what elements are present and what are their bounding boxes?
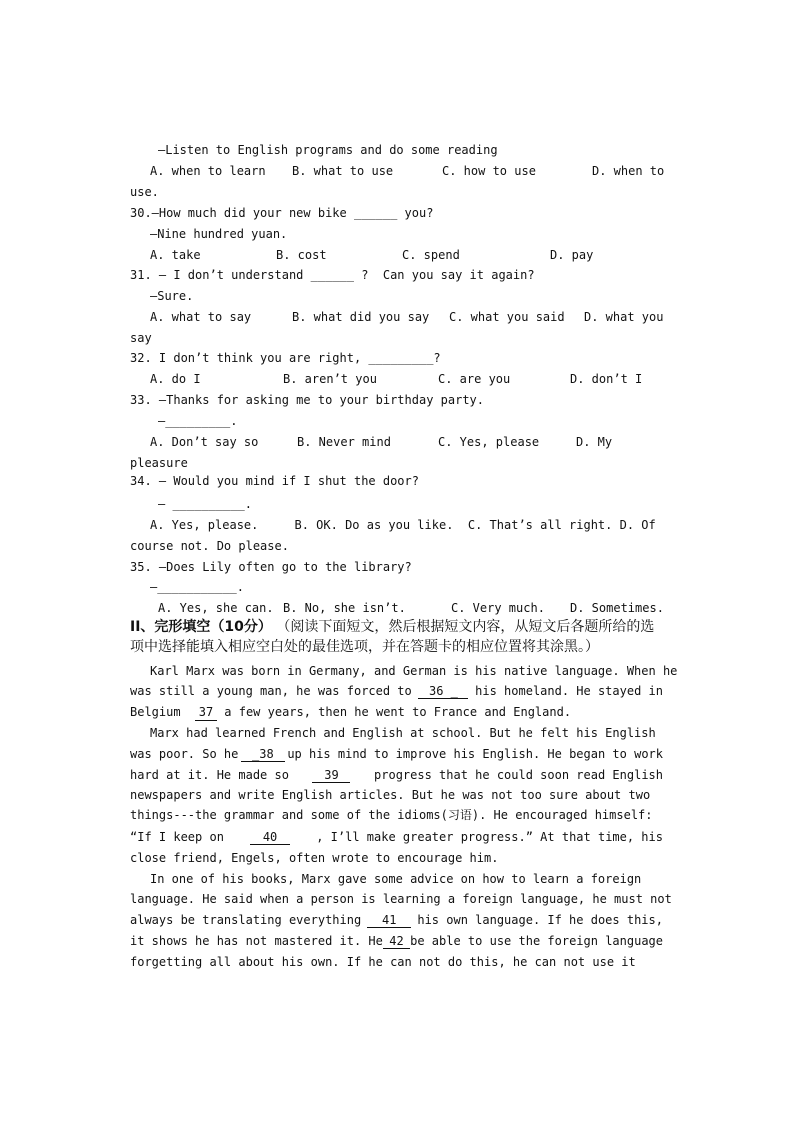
q31-option-a: A. what to say [150, 310, 252, 324]
passage-p3-line-1: In one of his books, Marx gave some advice on how to learn a foreign [150, 872, 642, 886]
passage-p2-line-5 [130, 807, 663, 823]
passage-text: a few years, then he went to France and England. [224, 705, 572, 719]
passage-text: always be translating everything [130, 913, 362, 927]
q32-option-b: B. aren’t you [283, 372, 377, 386]
q35-answer: —___________. [150, 580, 244, 594]
passage-text: “If I keep on [130, 830, 224, 844]
q31-option-d-wrap: say [130, 331, 152, 345]
q31-question: 31. — I don’t understand ______ ? Can you say it again? [130, 268, 535, 282]
q30-option-a: A. take [150, 248, 201, 262]
q30-answer: —Nine hundred yuan. [150, 227, 288, 241]
q31-option-d: D. what you [584, 310, 664, 324]
passage-p2-line-1: Marx had learned French and English at school. But he felt his English [150, 726, 656, 740]
passage-p1-line-3 [130, 704, 571, 720]
blank-42: 42 [383, 933, 410, 949]
q33-question: 33. —Thanks for asking me to your birthday party. [130, 393, 485, 407]
q30-option-d: D. pay [550, 248, 594, 262]
passage-text: things---the grammar and some of the idioms(习语). He encouraged himself: [130, 808, 653, 822]
passage-text: newspapers and write English articles. But he was not too sure about two [130, 788, 651, 802]
blank-37: 37 [195, 704, 217, 721]
q29-option-b: B. what to use [292, 164, 394, 178]
blank-41: 41 [367, 912, 411, 928]
blank-36: 36 _ [418, 683, 468, 699]
q31-option-b: B. what did you say [292, 310, 430, 324]
passage-text: his own language. If he does this, [417, 913, 663, 927]
passage-p2-line-3 [130, 767, 663, 783]
passage-p2-line-4 [130, 787, 663, 803]
q34-answer: — __________. [158, 497, 252, 511]
q35-option-b: B. No, she isn’t. [283, 601, 406, 615]
q33-option-d-wrap: pleasure [130, 456, 188, 470]
passage-p3-line-4 [130, 933, 663, 949]
q34-options-wrap: course not. Do please. [130, 539, 289, 553]
blank-38: _38 [241, 746, 285, 762]
q34-question: 34. — Would you mind if I shut the door? [130, 474, 419, 488]
blank-40: 40 [250, 829, 290, 845]
q29-option-d: D. when to [592, 164, 665, 178]
q32-option-a: A. do I [150, 372, 201, 386]
passage-p3-line-2 [130, 891, 672, 907]
q34-options: A. Yes, please. B. OK. Do as you like. C. That’s all right. D. Of [150, 518, 656, 532]
passage-p1-line-2 [130, 683, 663, 699]
q33-option-d: D. My [576, 435, 613, 449]
q30-option-b: B. cost [276, 248, 327, 262]
passage-p2-line-7: close friend, Engels, often wrote to encourage him. [130, 851, 499, 865]
q29-option-a: A. when to learn [150, 164, 266, 178]
q30-option-c: C. spend [402, 248, 460, 262]
passage-text: it shows he has not mastered it. He [130, 934, 383, 948]
q29-option-d-wrap: use. [130, 185, 159, 199]
q33-option-c: C. Yes, please [438, 435, 540, 449]
q31-answer: —Sure. [150, 289, 194, 303]
section-2-title: II、完形填空（10分） [130, 619, 272, 635]
section-2-instruction-1: （阅读下面短文，然后根据短文内容，从短文后各题所给的选 [276, 619, 655, 635]
passage-text: , I’ll make greater progress.” At that time, his [316, 830, 663, 844]
passage-text: Belgium [130, 705, 181, 719]
q31-option-c: C. what you said [449, 310, 565, 324]
q30-question: 30.—How much did your new bike ______ you? [130, 206, 434, 220]
q32-option-c: C. are you [438, 372, 511, 386]
q29-option-c: C. how to use [442, 164, 536, 178]
passage-p2-line-2 [130, 746, 663, 762]
q35-option-c: C. Very much. [451, 601, 545, 615]
blank-39: 39 [312, 767, 350, 783]
passage-p2-line-6 [130, 829, 663, 845]
passage-text: was still a young man, he was forced to [130, 684, 412, 698]
q33-option-a: A. Don’t say so [150, 435, 259, 449]
passage-text: hard at it. He made so [130, 768, 289, 782]
q32-option-d: D. don’t I [570, 372, 643, 386]
passage-p3-line-5 [130, 954, 663, 970]
passage-text: forgetting all about his own. If he can not do this, he can not use it [130, 955, 636, 969]
q33-answer: —_________. [158, 414, 238, 428]
passage-text: be able to use the foreign language [410, 934, 663, 948]
passage-text: language. He said when a person is learning a foreign language, he must not [130, 892, 672, 906]
q32-question: 32. I don’t think you are right, _________? [130, 351, 441, 365]
passage-text: was poor. So he [130, 747, 239, 761]
q29-answer: —Listen to English programs and do some reading [158, 143, 498, 157]
section-2-heading [130, 618, 654, 636]
q33-option-b: B. Never mind [297, 435, 391, 449]
q35-question: 35. —Does Lily often go to the library? [130, 560, 412, 574]
passage-text: up his mind to improve his English. He began to work [287, 747, 663, 761]
passage-text: his homeland. He stayed in [475, 684, 663, 698]
section-2-instruction-2: 项中选择能填入相应空白处的最佳选项，并在答题卡的相应位置将其涂黑。） [130, 639, 599, 655]
q35-option-d: D. Sometimes. [570, 601, 664, 615]
passage-p3-line-3 [130, 912, 663, 928]
passage-p1-line-1: Karl Marx was born in Germany, and German is his native language. When he [150, 664, 678, 678]
q35-option-a: A. Yes, she can. [158, 601, 274, 615]
passage-text: progress that he could soon read English [374, 768, 663, 782]
